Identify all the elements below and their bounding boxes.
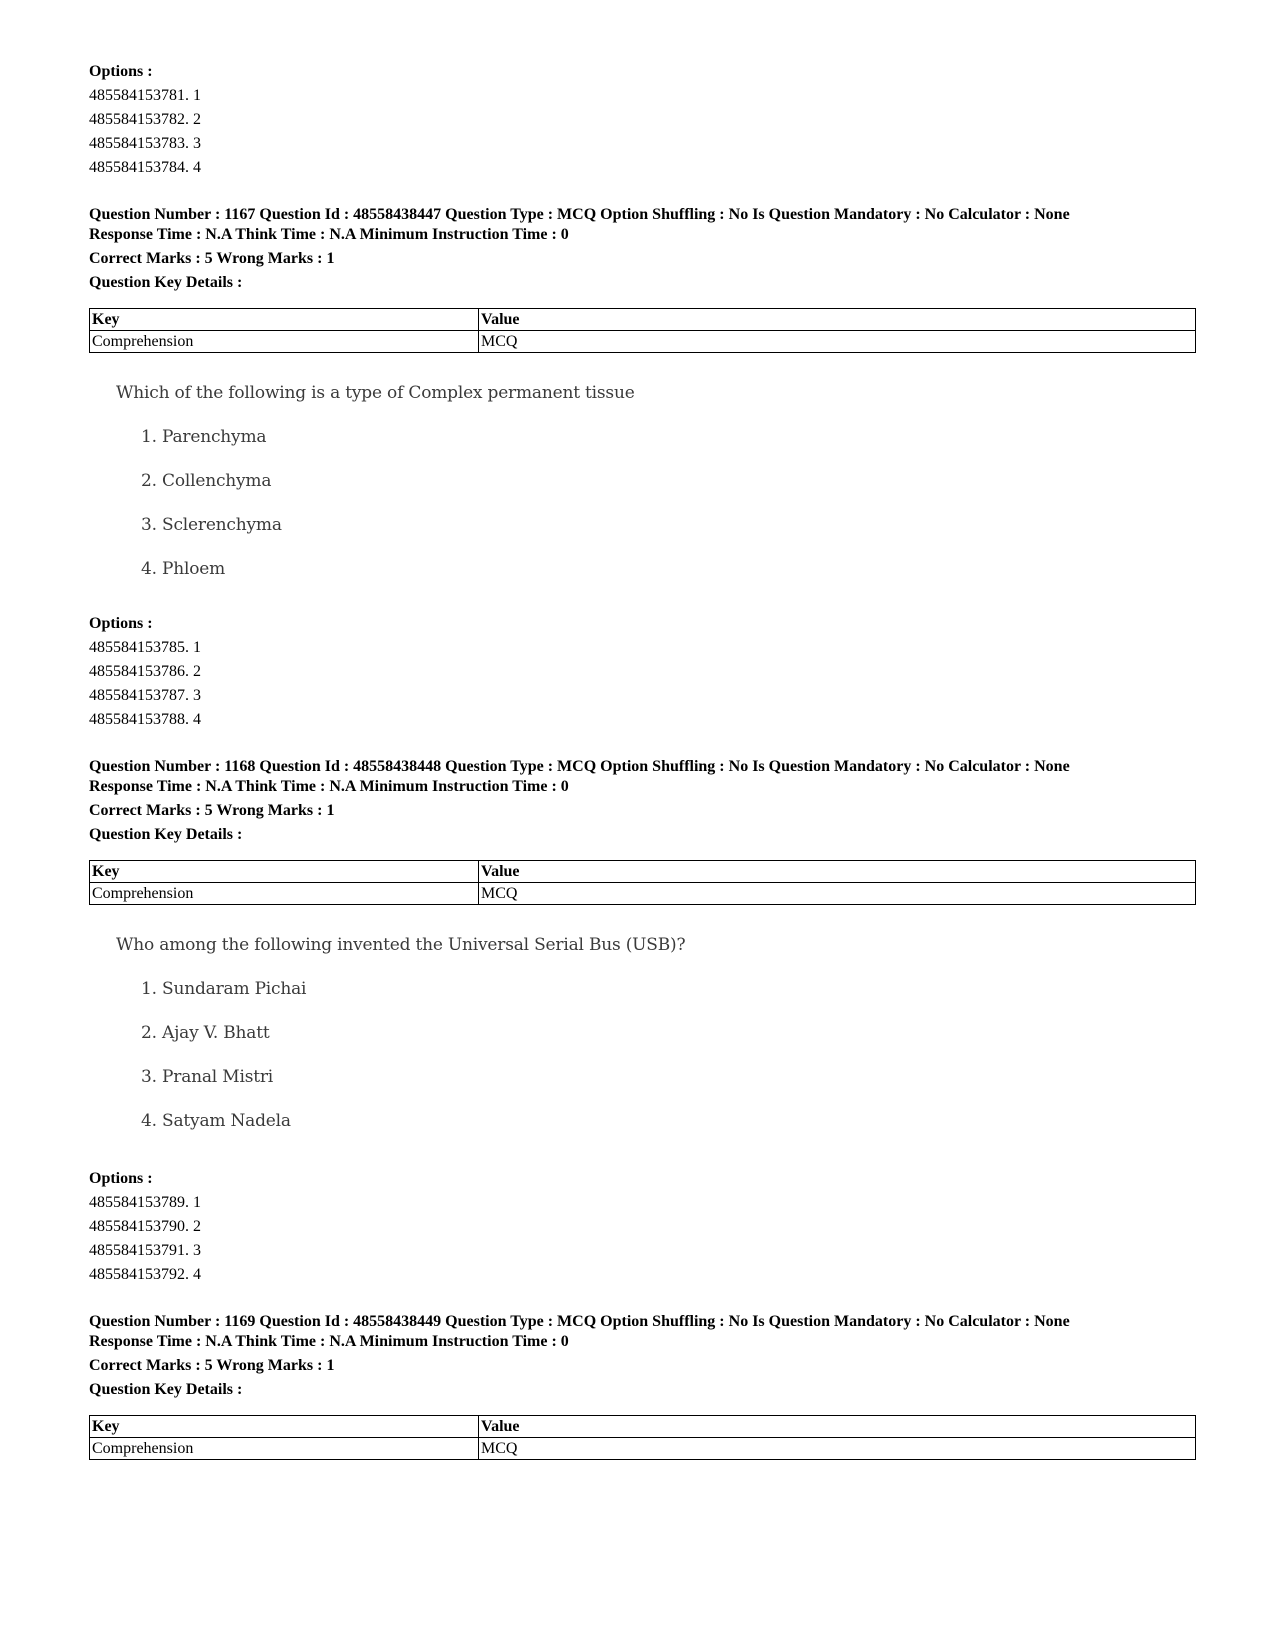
options-label: Options : — [89, 1170, 153, 1187]
question-time-line: Response Time : N.A Think Time : N.A Minimum Instruction Time : 0 — [89, 778, 569, 795]
choice-item: 2. Collenchyma — [141, 471, 272, 491]
choice-item: 2. Ajay V. Bhatt — [141, 1023, 270, 1043]
options-label: Options : — [89, 615, 153, 632]
table-row — [90, 1438, 1196, 1460]
key-header: Key — [90, 1416, 479, 1438]
question-text: Which of the following is a type of Complex permanent tissue — [116, 383, 635, 403]
value-header: Value — [479, 309, 1196, 331]
question-image — [116, 383, 716, 579]
options-block — [89, 60, 489, 180]
option-item: 485584153789. 1 — [89, 1194, 201, 1211]
question-meta — [89, 757, 1199, 845]
question-image — [116, 935, 716, 1131]
key-cell: Comprehension — [90, 883, 479, 905]
table-header-row — [90, 309, 1196, 331]
value-cell: MCQ — [479, 1438, 1196, 1460]
options-label: Options : — [89, 63, 153, 80]
question-key-table — [89, 860, 1196, 905]
key-cell: Comprehension — [90, 1438, 479, 1460]
table-row — [90, 883, 1196, 905]
option-item: 485584153787. 3 — [89, 687, 201, 704]
option-item: 485584153791. 3 — [89, 1242, 201, 1259]
question-marks: Correct Marks : 5 Wrong Marks : 1 — [89, 802, 335, 819]
choice-item: 3. Pranal Mistri — [141, 1067, 274, 1087]
question-marks: Correct Marks : 5 Wrong Marks : 1 — [89, 1357, 335, 1374]
question-time-line: Response Time : N.A Think Time : N.A Minimum Instruction Time : 0 — [89, 226, 569, 243]
value-header: Value — [479, 1416, 1196, 1438]
question-time-line: Response Time : N.A Think Time : N.A Minimum Instruction Time : 0 — [89, 1333, 569, 1350]
option-item: 485584153790. 2 — [89, 1218, 201, 1235]
question-meta — [89, 1312, 1199, 1400]
choice-item: 4. Phloem — [141, 559, 226, 579]
choice-item: 1. Parenchyma — [141, 427, 267, 447]
value-cell: MCQ — [479, 331, 1196, 353]
option-item: 485584153785. 1 — [89, 639, 201, 656]
question-meta-line: Question Number : 1168 Question Id : 48558438448 Question Type : MCQ Option Shuffling : No Is Question Mandatory : No Calculator : None — [89, 758, 1070, 775]
options-block — [89, 612, 489, 732]
question-meta — [89, 205, 1199, 293]
question-marks: Correct Marks : 5 Wrong Marks : 1 — [89, 250, 335, 267]
option-item: 485584153792. 4 — [89, 1266, 201, 1283]
question-text: Who among the following invented the Universal Serial Bus (USB)? — [116, 935, 686, 955]
key-header: Key — [90, 309, 479, 331]
options-block — [89, 1167, 489, 1287]
option-item: 485584153784. 4 — [89, 159, 201, 176]
question-key-details-label: Question Key Details : — [89, 274, 243, 291]
value-header: Value — [479, 861, 1196, 883]
table-header-row — [90, 1416, 1196, 1438]
question-meta-line: Question Number : 1169 Question Id : 48558438449 Question Type : MCQ Option Shuffling : No Is Question Mandatory : No Calculator : None — [89, 1313, 1070, 1330]
choice-item: 4. Satyam Nadela — [141, 1111, 291, 1131]
option-item: 485584153786. 2 — [89, 663, 201, 680]
option-item: 485584153782. 2 — [89, 111, 201, 128]
value-cell: MCQ — [479, 883, 1196, 905]
option-item: 485584153781. 1 — [89, 87, 201, 104]
question-key-table — [89, 1415, 1196, 1460]
table-row — [90, 331, 1196, 353]
key-cell: Comprehension — [90, 331, 479, 353]
option-item: 485584153788. 4 — [89, 711, 201, 728]
question-key-details-label: Question Key Details : — [89, 1381, 243, 1398]
table-header-row — [90, 861, 1196, 883]
option-item: 485584153783. 3 — [89, 135, 201, 152]
choice-item: 3. Sclerenchyma — [141, 515, 282, 535]
question-key-details-label: Question Key Details : — [89, 826, 243, 843]
question-meta-line: Question Number : 1167 Question Id : 48558438447 Question Type : MCQ Option Shuffling : No Is Question Mandatory : No Calculator : None — [89, 206, 1070, 223]
key-header: Key — [90, 861, 479, 883]
choice-item: 1. Sundaram Pichai — [141, 979, 307, 999]
question-key-table — [89, 308, 1196, 353]
